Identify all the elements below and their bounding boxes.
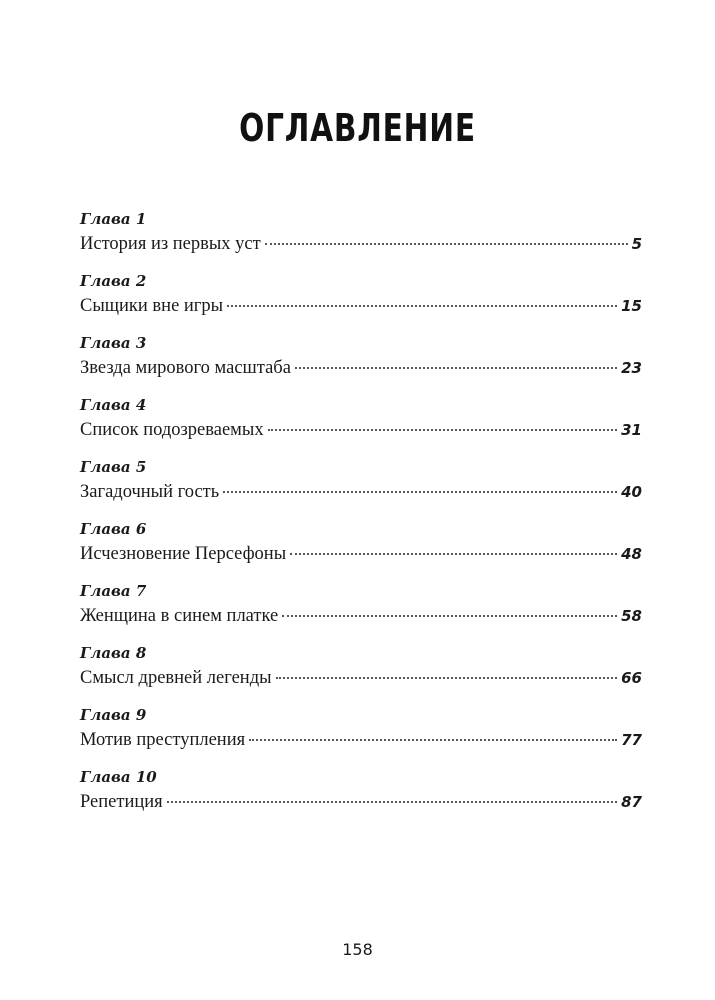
dot-leader [282, 615, 617, 617]
toc-entry[interactable] [80, 644, 642, 706]
toc-entry[interactable] [80, 520, 642, 582]
dot-leader [265, 243, 628, 245]
page-title: ОГЛАВЛЕНИЕ [239, 106, 476, 150]
toc-entry[interactable] [80, 210, 642, 272]
toc-line [80, 606, 642, 627]
chapter-label: Глава 5 [80, 458, 147, 476]
dot-leader [276, 677, 618, 679]
chapter-title: Загадочный гость [80, 482, 220, 502]
chapter-title: Женщина в синем платке [80, 606, 279, 626]
page-number: 31 [621, 421, 642, 439]
page-number: 66 [621, 669, 642, 687]
chapter-label: Глава 8 [80, 644, 147, 662]
page-number: 15 [621, 297, 642, 315]
toc-line [80, 482, 642, 503]
toc-line [80, 792, 642, 813]
chapter-label: Глава 7 [80, 582, 147, 600]
chapter-title: Сыщики вне игры [80, 296, 224, 316]
page-number: 23 [621, 359, 642, 377]
toc-entry[interactable] [80, 396, 642, 458]
dot-leader [223, 491, 617, 493]
chapter-title: История из первых уст [80, 234, 261, 254]
page-number: 5 [631, 235, 642, 253]
dot-leader [227, 305, 617, 307]
page-number: 48 [621, 545, 642, 563]
toc-line [80, 420, 642, 441]
chapter-title: Репетиция [80, 792, 163, 812]
chapter-label: Глава 1 [80, 210, 147, 228]
chapter-label: Глава 9 [80, 706, 147, 724]
chapter-label: Глава 6 [80, 520, 147, 538]
toc-entry[interactable] [80, 706, 642, 768]
toc-entry[interactable] [80, 272, 642, 334]
page-number: 40 [621, 483, 642, 501]
toc-line [80, 668, 642, 689]
toc-line [80, 358, 642, 379]
dot-leader [268, 429, 618, 431]
toc-entry[interactable] [80, 458, 642, 520]
toc-line [80, 296, 642, 317]
toc-line [80, 234, 642, 255]
toc-entry[interactable] [80, 768, 642, 830]
chapter-label: Глава 2 [80, 272, 147, 290]
dot-leader [290, 553, 617, 555]
dot-leader [249, 739, 617, 741]
toc-line [80, 730, 642, 751]
page-number: 77 [621, 731, 642, 749]
dot-leader [167, 801, 617, 803]
toc-entry[interactable] [80, 334, 642, 396]
chapter-title: Исчезновение Персефоны [80, 544, 287, 564]
page-number: 58 [621, 607, 642, 625]
toc-entry[interactable] [80, 582, 642, 644]
table-of-contents [80, 210, 642, 830]
chapter-label: Глава 4 [80, 396, 147, 414]
chapter-title: Смысл древней легенды [80, 668, 272, 688]
chapter-title: Звезда мирового масштаба [80, 358, 291, 378]
page-number: 87 [621, 793, 642, 811]
folio-page-number: 158 [342, 940, 373, 959]
chapter-title: Список подозреваемых [80, 420, 264, 440]
chapter-title: Мотив преступления [80, 730, 246, 750]
chapter-label: Глава 3 [80, 334, 147, 352]
toc-line [80, 544, 642, 565]
chapter-label: Глава 10 [80, 768, 157, 786]
dot-leader [295, 367, 617, 369]
